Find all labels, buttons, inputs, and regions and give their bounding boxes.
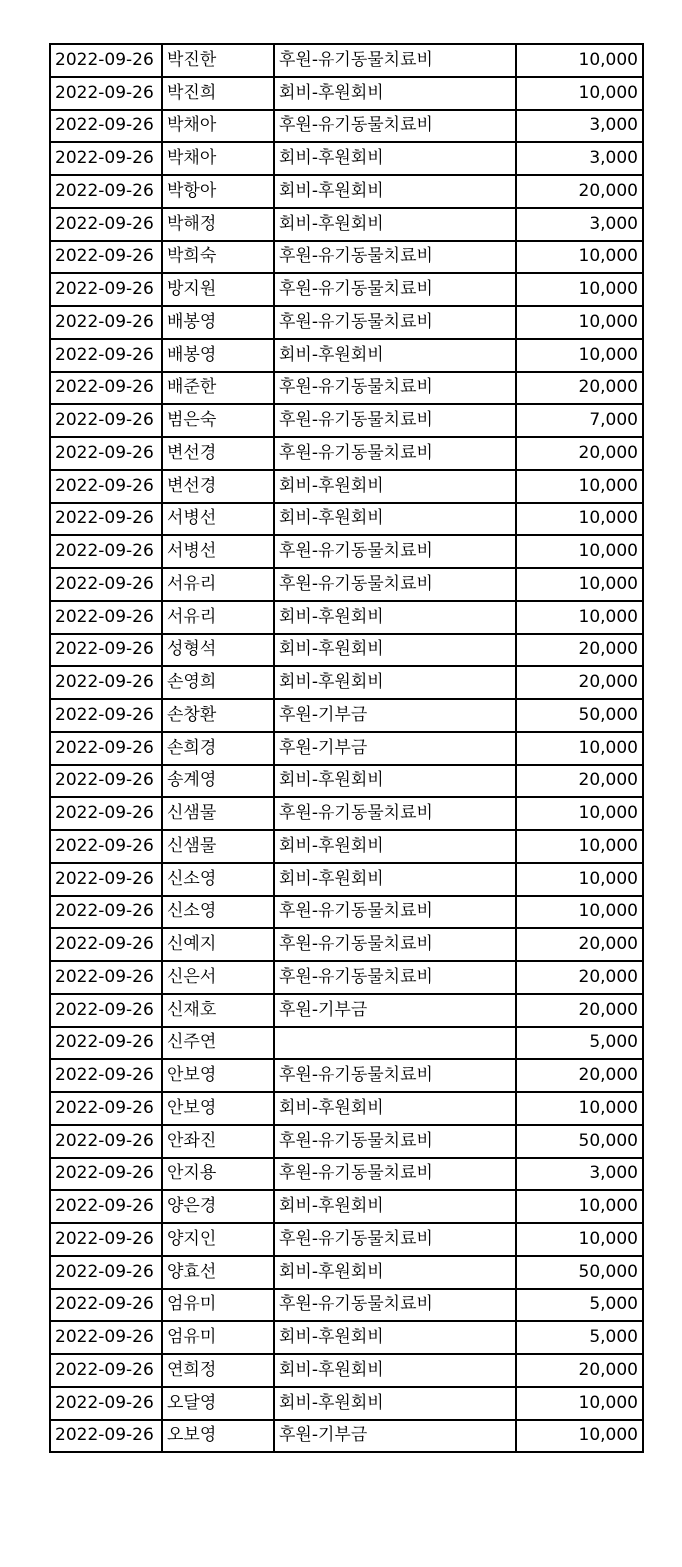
amount-cell: 5,000: [516, 1027, 643, 1060]
amount-cell: 20,000: [516, 765, 643, 798]
date-cell: 2022-09-26: [50, 568, 162, 601]
category-cell: 후원-유기동물치료비: [274, 535, 516, 568]
name-cell: 박채아: [162, 110, 274, 143]
category-cell: 회비-후원회비: [274, 503, 516, 536]
category-cell: 회비-후원회비: [274, 765, 516, 798]
table-row: [50, 1420, 643, 1453]
table-row: [50, 1190, 643, 1223]
date-cell: 2022-09-26: [50, 1223, 162, 1256]
name-cell: 박진한: [162, 44, 274, 77]
category-cell: [274, 1027, 516, 1060]
name-cell: 송계영: [162, 765, 274, 798]
name-cell: 박채아: [162, 142, 274, 175]
date-cell: 2022-09-26: [50, 1289, 162, 1322]
table-row: [50, 1125, 643, 1158]
name-cell: 박항아: [162, 175, 274, 208]
name-cell: 손희경: [162, 732, 274, 765]
date-cell: 2022-09-26: [50, 503, 162, 536]
category-cell: 회비-후원회비: [274, 601, 516, 634]
table-row: [50, 142, 643, 175]
name-cell: 범은숙: [162, 404, 274, 437]
name-cell: 배봉영: [162, 339, 274, 372]
name-cell: 안보영: [162, 1059, 274, 1092]
amount-cell: 20,000: [516, 1059, 643, 1092]
category-cell: 후원-유기동물치료비: [274, 961, 516, 994]
table-row: [50, 1027, 643, 1060]
category-cell: 후원-유기동물치료비: [274, 437, 516, 470]
date-cell: 2022-09-26: [50, 1190, 162, 1223]
category-cell: 회비-후원회비: [274, 142, 516, 175]
amount-cell: 10,000: [516, 797, 643, 830]
date-cell: 2022-09-26: [50, 1059, 162, 1092]
date-cell: 2022-09-26: [50, 732, 162, 765]
category-cell: 후원-기부금: [274, 994, 516, 1027]
name-cell: 신재호: [162, 994, 274, 1027]
date-cell: 2022-09-26: [50, 1158, 162, 1191]
date-cell: 2022-09-26: [50, 699, 162, 732]
category-cell: 회비-후원회비: [274, 666, 516, 699]
table-row: [50, 1354, 643, 1387]
table-row: [50, 961, 643, 994]
category-cell: 회비-후원회비: [274, 1321, 516, 1354]
category-cell: 회비-후원회비: [274, 339, 516, 372]
name-cell: 변선경: [162, 437, 274, 470]
date-cell: 2022-09-26: [50, 404, 162, 437]
category-cell: 후원-유기동물치료비: [274, 44, 516, 77]
date-cell: 2022-09-26: [50, 437, 162, 470]
name-cell: 안좌진: [162, 1125, 274, 1158]
amount-cell: 7,000: [516, 404, 643, 437]
name-cell: 안보영: [162, 1092, 274, 1125]
table-row: [50, 666, 643, 699]
date-cell: 2022-09-26: [50, 765, 162, 798]
name-cell: 양은경: [162, 1190, 274, 1223]
table-row: [50, 601, 643, 634]
name-cell: 성형석: [162, 634, 274, 667]
name-cell: 연희정: [162, 1354, 274, 1387]
amount-cell: 10,000: [516, 273, 643, 306]
date-cell: 2022-09-26: [50, 273, 162, 306]
table-row: [50, 175, 643, 208]
category-cell: 후원-유기동물치료비: [274, 896, 516, 929]
table-row: [50, 241, 643, 274]
date-cell: 2022-09-26: [50, 666, 162, 699]
category-cell: 회비-후원회비: [274, 1387, 516, 1420]
category-cell: 후원-기부금: [274, 732, 516, 765]
amount-cell: 20,000: [516, 634, 643, 667]
date-cell: 2022-09-26: [50, 175, 162, 208]
table-row: [50, 437, 643, 470]
category-cell: 후원-유기동물치료비: [274, 404, 516, 437]
category-cell: 후원-유기동물치료비: [274, 372, 516, 405]
name-cell: 박해정: [162, 208, 274, 241]
amount-cell: 20,000: [516, 372, 643, 405]
category-cell: 후원-유기동물치료비: [274, 1125, 516, 1158]
name-cell: 박희숙: [162, 241, 274, 274]
category-cell: 회비-후원회비: [274, 175, 516, 208]
name-cell: 엄유미: [162, 1321, 274, 1354]
table-row: [50, 503, 643, 536]
table-row: [50, 863, 643, 896]
name-cell: 신주연: [162, 1027, 274, 1060]
date-cell: 2022-09-26: [50, 1256, 162, 1289]
amount-cell: 20,000: [516, 175, 643, 208]
date-cell: 2022-09-26: [50, 208, 162, 241]
amount-cell: 20,000: [516, 437, 643, 470]
amount-cell: 10,000: [516, 306, 643, 339]
name-cell: 손창환: [162, 699, 274, 732]
category-cell: 회비-후원회비: [274, 634, 516, 667]
date-cell: 2022-09-26: [50, 928, 162, 961]
name-cell: 서유리: [162, 568, 274, 601]
table-row: [50, 928, 643, 961]
category-cell: 회비-후원회비: [274, 1190, 516, 1223]
table-row: [50, 994, 643, 1027]
category-cell: 회비-후원회비: [274, 830, 516, 863]
date-cell: 2022-09-26: [50, 535, 162, 568]
date-cell: 2022-09-26: [50, 601, 162, 634]
amount-cell: 50,000: [516, 1125, 643, 1158]
category-cell: 후원-유기동물치료비: [274, 797, 516, 830]
category-cell: 후원-유기동물치료비: [274, 1059, 516, 1092]
amount-cell: 10,000: [516, 863, 643, 896]
table-row: [50, 470, 643, 503]
category-cell: 회비-후원회비: [274, 208, 516, 241]
amount-cell: 10,000: [516, 44, 643, 77]
date-cell: 2022-09-26: [50, 77, 162, 110]
table-row: [50, 732, 643, 765]
amount-cell: 10,000: [516, 1387, 643, 1420]
date-cell: 2022-09-26: [50, 1387, 162, 1420]
table-row: [50, 306, 643, 339]
table-row: [50, 273, 643, 306]
table-row: [50, 568, 643, 601]
date-cell: 2022-09-26: [50, 994, 162, 1027]
amount-cell: 50,000: [516, 699, 643, 732]
amount-cell: 10,000: [516, 77, 643, 110]
category-cell: 후원-유기동물치료비: [274, 1289, 516, 1322]
name-cell: 양효선: [162, 1256, 274, 1289]
table-row: [50, 830, 643, 863]
category-cell: 후원-유기동물치료비: [274, 306, 516, 339]
category-cell: 후원-유기동물치료비: [274, 273, 516, 306]
date-cell: 2022-09-26: [50, 44, 162, 77]
name-cell: 오달영: [162, 1387, 274, 1420]
amount-cell: 3,000: [516, 110, 643, 143]
name-cell: 엄유미: [162, 1289, 274, 1322]
amount-cell: 10,000: [516, 241, 643, 274]
date-cell: 2022-09-26: [50, 470, 162, 503]
table-row: [50, 1321, 643, 1354]
amount-cell: 5,000: [516, 1289, 643, 1322]
category-cell: 후원-유기동물치료비: [274, 1158, 516, 1191]
name-cell: 변선경: [162, 470, 274, 503]
category-cell: 후원-기부금: [274, 699, 516, 732]
date-cell: 2022-09-26: [50, 1092, 162, 1125]
amount-cell: 10,000: [516, 568, 643, 601]
date-cell: 2022-09-26: [50, 961, 162, 994]
date-cell: 2022-09-26: [50, 896, 162, 929]
amount-cell: 20,000: [516, 961, 643, 994]
name-cell: 신샘물: [162, 830, 274, 863]
table-row: [50, 208, 643, 241]
name-cell: 배봉영: [162, 306, 274, 339]
category-cell: 후원-유기동물치료비: [274, 110, 516, 143]
name-cell: 양지인: [162, 1223, 274, 1256]
name-cell: 신은서: [162, 961, 274, 994]
date-cell: 2022-09-26: [50, 1027, 162, 1060]
name-cell: 신샘물: [162, 797, 274, 830]
date-cell: 2022-09-26: [50, 110, 162, 143]
category-cell: 회비-후원회비: [274, 1354, 516, 1387]
amount-cell: 20,000: [516, 666, 643, 699]
name-cell: 신소영: [162, 863, 274, 896]
category-cell: 회비-후원회비: [274, 1256, 516, 1289]
category-cell: 후원-기부금: [274, 1420, 516, 1453]
table-row: [50, 110, 643, 143]
name-cell: 안지용: [162, 1158, 274, 1191]
amount-cell: 10,000: [516, 1420, 643, 1453]
table-row: [50, 797, 643, 830]
name-cell: 배준한: [162, 372, 274, 405]
amount-cell: 3,000: [516, 142, 643, 175]
table-row: [50, 634, 643, 667]
name-cell: 신소영: [162, 896, 274, 929]
amount-cell: 10,000: [516, 896, 643, 929]
name-cell: 서병선: [162, 503, 274, 536]
name-cell: 손영희: [162, 666, 274, 699]
name-cell: 신예지: [162, 928, 274, 961]
table-row: [50, 1092, 643, 1125]
date-cell: 2022-09-26: [50, 634, 162, 667]
table-row: [50, 77, 643, 110]
amount-cell: 3,000: [516, 1158, 643, 1191]
donation-ledger-table: [49, 43, 644, 1453]
category-cell: 후원-유기동물치료비: [274, 568, 516, 601]
date-cell: 2022-09-26: [50, 1354, 162, 1387]
ledger-body: [50, 44, 643, 1452]
table-row: [50, 339, 643, 372]
amount-cell: 10,000: [516, 339, 643, 372]
name-cell: 서병선: [162, 535, 274, 568]
table-row: [50, 1059, 643, 1092]
date-cell: 2022-09-26: [50, 142, 162, 175]
table-row: [50, 699, 643, 732]
amount-cell: 3,000: [516, 208, 643, 241]
table-row: [50, 1289, 643, 1322]
amount-cell: 10,000: [516, 1092, 643, 1125]
amount-cell: 10,000: [516, 470, 643, 503]
date-cell: 2022-09-26: [50, 1420, 162, 1453]
table-row: [50, 765, 643, 798]
category-cell: 회비-후원회비: [274, 77, 516, 110]
date-cell: 2022-09-26: [50, 241, 162, 274]
name-cell: 방지원: [162, 273, 274, 306]
table-row: [50, 44, 643, 77]
table-row: [50, 1223, 643, 1256]
date-cell: 2022-09-26: [50, 830, 162, 863]
name-cell: 오보영: [162, 1420, 274, 1453]
amount-cell: 50,000: [516, 1256, 643, 1289]
date-cell: 2022-09-26: [50, 306, 162, 339]
category-cell: 후원-유기동물치료비: [274, 241, 516, 274]
amount-cell: 20,000: [516, 994, 643, 1027]
name-cell: 서유리: [162, 601, 274, 634]
category-cell: 회비-후원회비: [274, 470, 516, 503]
date-cell: 2022-09-26: [50, 339, 162, 372]
amount-cell: 5,000: [516, 1321, 643, 1354]
amount-cell: 20,000: [516, 1354, 643, 1387]
category-cell: 회비-후원회비: [274, 1092, 516, 1125]
amount-cell: 10,000: [516, 601, 643, 634]
table-row: [50, 1387, 643, 1420]
amount-cell: 10,000: [516, 1190, 643, 1223]
date-cell: 2022-09-26: [50, 1125, 162, 1158]
date-cell: 2022-09-26: [50, 1321, 162, 1354]
table-row: [50, 404, 643, 437]
amount-cell: 10,000: [516, 535, 643, 568]
table-row: [50, 896, 643, 929]
category-cell: 후원-유기동물치료비: [274, 1223, 516, 1256]
amount-cell: 10,000: [516, 503, 643, 536]
category-cell: 후원-유기동물치료비: [274, 928, 516, 961]
date-cell: 2022-09-26: [50, 372, 162, 405]
amount-cell: 10,000: [516, 1223, 643, 1256]
date-cell: 2022-09-26: [50, 863, 162, 896]
table-row: [50, 1158, 643, 1191]
date-cell: 2022-09-26: [50, 797, 162, 830]
table-row: [50, 535, 643, 568]
category-cell: 회비-후원회비: [274, 863, 516, 896]
table-row: [50, 372, 643, 405]
amount-cell: 20,000: [516, 928, 643, 961]
name-cell: 박진희: [162, 77, 274, 110]
table-row: [50, 1256, 643, 1289]
amount-cell: 10,000: [516, 732, 643, 765]
amount-cell: 10,000: [516, 830, 643, 863]
